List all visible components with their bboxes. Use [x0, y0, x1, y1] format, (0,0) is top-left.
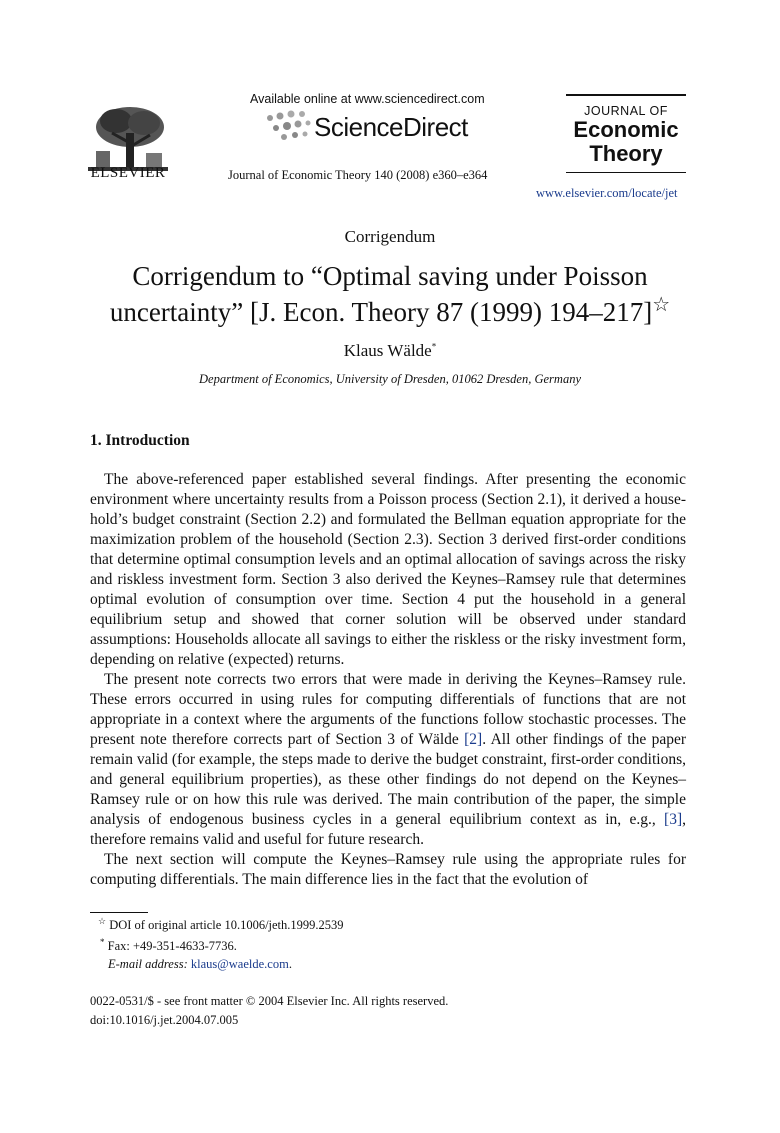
journal-logo-line2: Economic	[573, 117, 679, 142]
article-doi: doi:10.1016/j.jet.2004.07.005	[90, 1013, 239, 1027]
author-name: Klaus Wälde	[343, 341, 432, 360]
author-affiliation: Department of Economics, University of Dresden, 01062 Dresden, Germany	[199, 372, 581, 386]
available-online-text: Available online at www.sciencedirect.com	[250, 92, 485, 106]
citation-link-2[interactable]: [2]	[464, 731, 483, 748]
sciencedirect-dots-icon	[264, 110, 312, 144]
paragraph-2	[90, 670, 686, 850]
footnote-star-mark: ☆	[98, 915, 107, 926]
author-footnote-mark[interactable]: *	[431, 341, 437, 352]
footnote-fax	[100, 936, 237, 954]
article-title-text: Corrigendum to “Optimal saving under Poisson uncertainty” [J. Econ. Theory 87 (1999) 194–217]	[109, 261, 653, 327]
paragraph-1: The above-referenced paper established several findings. After presenting the economic environment where uncertainty results from a Poisson process (Section 2.1), it derived a house-hold’s budget constraint (Section 2.2) and formulated the Bellman equation appropriate for the maximization problem of the household (Section 2.3). Section 3 derived first-order conditions that determine optimal consumption levels and an optimal allocation of savings across the risky and riskless investment form. Section 3 also derived the Keynes–Ramsey rule that determines optimal evolution of consumption over time. Section 4 put the household in a general equilibrium setup and showed that corner solution will be observed under standard assumptions: Households allocate all savings to either the riskless or the risky investment form, depending on relative (expected) returns.	[90, 471, 686, 668]
footnote-rule	[90, 912, 148, 913]
article-type: Corrigendum	[344, 227, 436, 246]
footnote-asterisk-mark: *	[100, 936, 105, 947]
paragraph-2-part-b: . All other findings of the paper remain valid (for example, the steps made to derive the budget constraint, first-order conditions, and general equilibrium properties), as these other findings do not depend on the Keynes–Ramsey rule or on how this rule was derived. The main contribution of the paper, the simple analysis of endogenous business cycles in a general equilibrium context as in, e.g.,	[90, 731, 686, 828]
footnote-doi	[98, 915, 344, 933]
email-link[interactable]: klaus@waelde.com	[190, 957, 289, 971]
paragraph-2-part-a: The present note corrects two errors that were made in deriving the Keynes–Ramsey rule. These errors occurred in using rules for computing differentials of functions that are not appropriate in a context where the arguments of the functions follow stochastic processes. The present note therefore corrects part of Section 3 of Wälde	[90, 671, 686, 748]
journal-reference: Journal of Economic Theory 140 (2008) e360–e364	[228, 168, 488, 182]
journal-logo-rule	[566, 94, 686, 96]
title-footnote-mark[interactable]: ☆	[652, 294, 671, 316]
journal-url-link[interactable]: www.elsevier.com/locate/jet	[536, 186, 678, 200]
paragraph-3: The next section will compute the Keynes–Ramsey rule using the appropriate rules for computing differentials. The main difference lies in the fact that the evolution of	[90, 851, 686, 888]
email-period: .	[288, 957, 292, 971]
section-heading: 1. Introduction	[90, 432, 190, 449]
footnote-email	[108, 957, 292, 972]
footnote-fax-text: Fax: +49-351-4633-7736.	[104, 939, 237, 953]
journal-logo	[566, 94, 686, 173]
footnote-doi-text: DOI of original article 10.1006/jeth.1999.2539	[106, 918, 344, 932]
journal-logo-rule-bottom	[566, 172, 686, 173]
sciencedirect-wordmark: ScienceDirect	[314, 112, 468, 142]
paragraph-2-part-c: , therefore remains valid and useful for future research.	[90, 811, 686, 848]
citation-link-3[interactable]: [3]	[664, 811, 683, 828]
body-text	[90, 470, 686, 890]
journal-logo-line1: JOURNAL OF	[584, 104, 668, 118]
publisher-name: ELSEVIER	[90, 165, 166, 181]
email-label: E-mail address:	[108, 957, 188, 971]
author	[0, 341, 780, 361]
copyright-line: 0022-0531/$ - see front matter © 2004 Elsevier Inc. All rights reserved.	[90, 994, 449, 1008]
article-title	[80, 258, 700, 330]
journal-logo-line3: Theory	[589, 141, 663, 166]
